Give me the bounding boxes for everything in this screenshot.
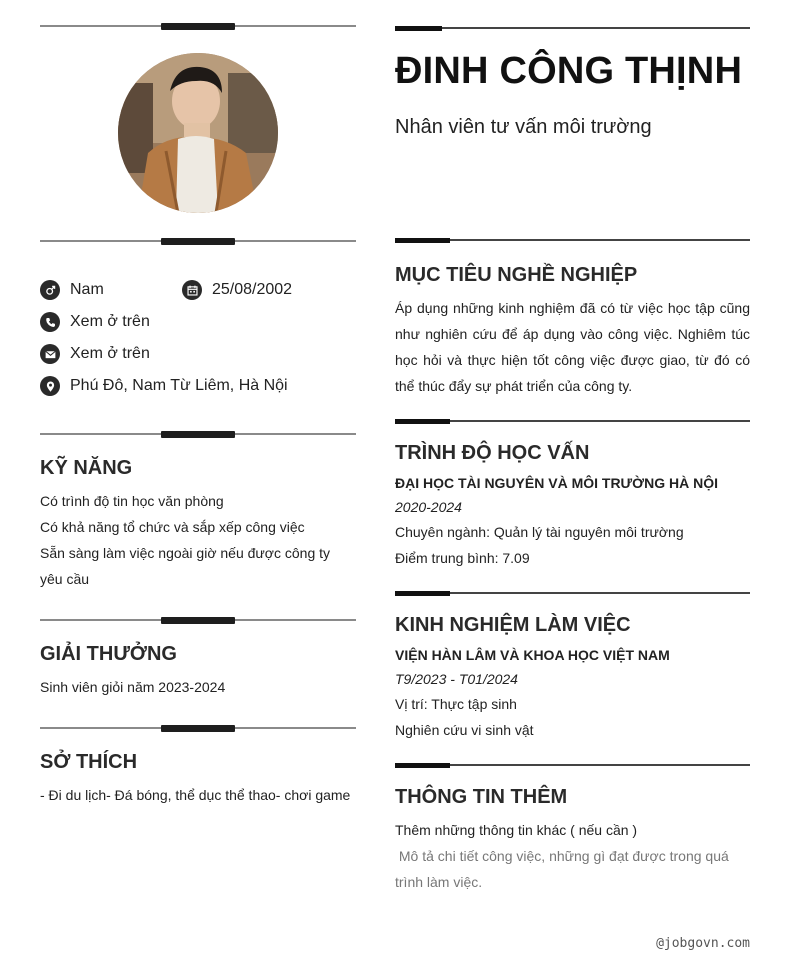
hobbies-title: SỞ THÍCH bbox=[40, 751, 138, 773]
awards-title: GIẢI THƯỞNG bbox=[40, 643, 177, 665]
skill-item: Có khả năng tổ chức và sắp xếp công việc bbox=[40, 519, 305, 535]
hobbies-text: - Đi du lịch- Đá bóng, thể dục thể thao- chơi game bbox=[40, 787, 351, 803]
extra-description: Mô tả chi tiết công việc, những gì đạt được trong quá trình làm việc. bbox=[395, 848, 733, 890]
education-block bbox=[395, 471, 750, 571]
skill-item: Sẵn sàng làm việc ngoài giờ nếu được công ty yêu cầu bbox=[40, 545, 331, 587]
divider bbox=[395, 26, 750, 31]
birthday-text: 25/08/2002 bbox=[212, 281, 293, 298]
skill-item: Có trình độ tin học văn phòng bbox=[40, 493, 224, 509]
address-row bbox=[40, 376, 288, 396]
location-icon bbox=[40, 376, 60, 396]
divider bbox=[40, 431, 356, 438]
divider bbox=[395, 419, 750, 424]
skills-title: KỸ NĂNG bbox=[40, 457, 133, 479]
experience-task: Nghiên cứu vi sinh vật bbox=[395, 722, 534, 738]
education-gpa: Điểm trung bình: 7.09 bbox=[395, 550, 530, 566]
extra-title: THÔNG TIN THÊM bbox=[395, 786, 568, 808]
skills-list bbox=[40, 488, 356, 592]
award-item: Sinh viên giỏi năm 2023-2024 bbox=[40, 679, 226, 695]
phone-text: Xem ở trên bbox=[70, 313, 150, 330]
divider bbox=[395, 763, 750, 768]
address-text: Phú Đô, Nam Từ Liêm, Hà Nội bbox=[70, 377, 288, 394]
extra-line: Thêm những thông tin khác ( nếu cần ) bbox=[395, 822, 638, 838]
company-name: VIỆN HÀN LÂM VÀ KHOA HỌC VIỆT NAM bbox=[395, 647, 670, 663]
job-title: Nhân viên tư vấn môi trường bbox=[395, 116, 652, 138]
phone-row bbox=[40, 312, 150, 332]
objective-title: MỤC TIÊU NGHỀ NGHIỆP bbox=[395, 264, 638, 286]
email-text: Xem ở trên bbox=[70, 345, 150, 362]
school-name: ĐẠI HỌC TÀI NGUYÊN VÀ MÔI TRƯỜNG HÀ NỘI bbox=[395, 475, 719, 491]
education-title: TRÌNH ĐỘ HỌC VẤN bbox=[395, 442, 590, 464]
extra-block bbox=[395, 817, 750, 895]
watermark: @jobgovn.com bbox=[656, 936, 750, 951]
experience-position: Vị trí: Thực tập sinh bbox=[395, 696, 517, 712]
divider bbox=[40, 725, 356, 732]
divider bbox=[40, 23, 356, 30]
email-icon bbox=[40, 344, 60, 364]
gender-text: Nam bbox=[70, 281, 104, 298]
divider bbox=[40, 238, 356, 245]
divider bbox=[395, 591, 750, 596]
gender-row bbox=[40, 280, 104, 300]
birthday-row bbox=[182, 280, 292, 300]
calendar-icon bbox=[182, 280, 202, 300]
experience-title: KINH NGHIỆM LÀM VIỆC bbox=[395, 614, 631, 636]
experience-period: T9/2023 - T01/2024 bbox=[395, 671, 518, 687]
candidate-name: ĐINH CÔNG THỊNH bbox=[395, 50, 743, 92]
gender-icon bbox=[40, 280, 60, 300]
phone-icon bbox=[40, 312, 60, 332]
divider bbox=[40, 617, 356, 624]
objective-text: Áp dụng những kinh nghiệm đã có từ việc học tập cũng như nghiên cứu để áp dụng vào công việc. Nghiêm túc học hỏi và thực hiện tốt công việc được giao, từ đó có thể thúc đẩy sự phát triển của công ty. bbox=[395, 300, 750, 394]
education-major: Chuyên ngành: Quản lý tài nguyên môi trường bbox=[395, 524, 684, 540]
avatar bbox=[118, 53, 278, 213]
experience-block bbox=[395, 643, 750, 743]
email-row bbox=[40, 344, 150, 364]
divider bbox=[395, 238, 750, 243]
education-period: 2020-2024 bbox=[395, 499, 462, 515]
